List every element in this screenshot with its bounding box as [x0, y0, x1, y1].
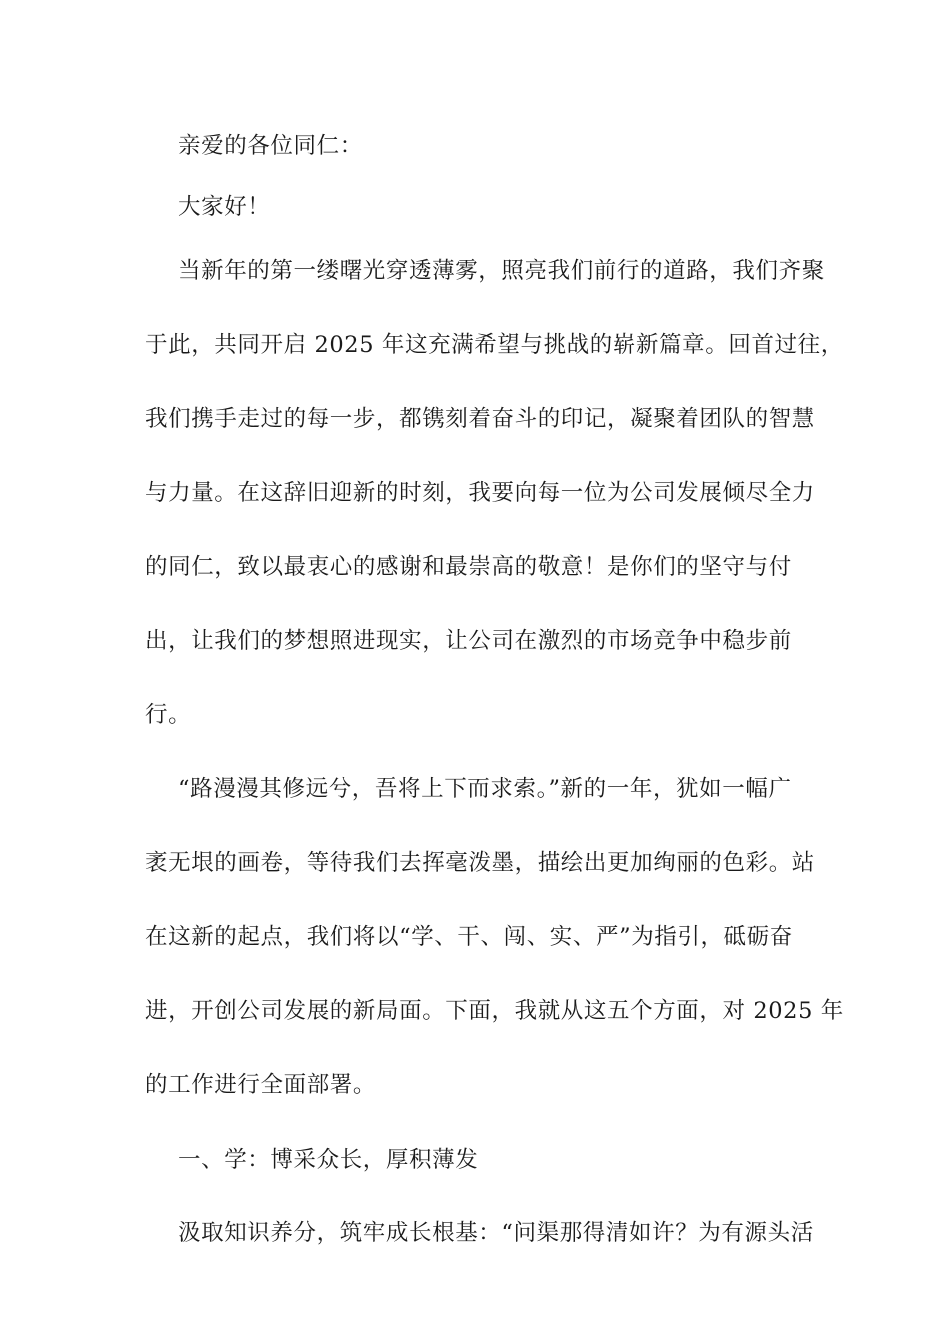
paragraph-line: 于此，共同开启 2025 年这充满希望与挑战的崭新篇章。回首过往， [145, 332, 844, 358]
paragraph-line: 在这新的起点，我们将以“学、干、闯、实、严”为指引，砥砺奋 [145, 924, 793, 950]
paragraph-line: 出，让我们的梦想照进现实，让公司在激烈的市场竞争中稳步前 [145, 628, 792, 654]
greeting: 大家好！ [178, 194, 271, 220]
paragraph-line: 我们携手走过的每一步，都镌刻着奋斗的印记，凝聚着团队的智慧 [145, 406, 815, 432]
paragraph-line: 与力量。在这辞旧迎新的时刻，我要向每一位为公司发展倾尽全力 [145, 480, 815, 506]
section-heading: 一、学：博采众长，厚积薄发 [178, 1147, 479, 1173]
paragraph-line: 行。 [145, 702, 192, 728]
paragraph-line: “路漫漫其修远兮，吾将上下而求索。”新的一年，犹如一幅广 [178, 776, 792, 802]
paragraph-line: 的同仁，致以最衷心的感谢和最崇高的敬意！是你们的坚守与付 [145, 554, 792, 580]
paragraph-line: 汲取知识养分，筑牢成长根基：“问渠那得清如许？为有源头活 [178, 1220, 814, 1246]
paragraph-line: 进，开创公司发展的新局面。下面，我就从这五个方面，对 2025 年 [145, 998, 844, 1024]
paragraph-line: 的工作进行全面部署。 [145, 1072, 377, 1098]
paragraph-line: 当新年的第一缕曙光穿透薄雾，照亮我们前行的道路，我们齐聚 [178, 258, 825, 284]
salutation: 亲爱的各位同仁： [178, 133, 363, 159]
paragraph-line: 袤无垠的画卷，等待我们去挥毫泼墨，描绘出更加绚丽的色彩。站 [145, 850, 815, 876]
